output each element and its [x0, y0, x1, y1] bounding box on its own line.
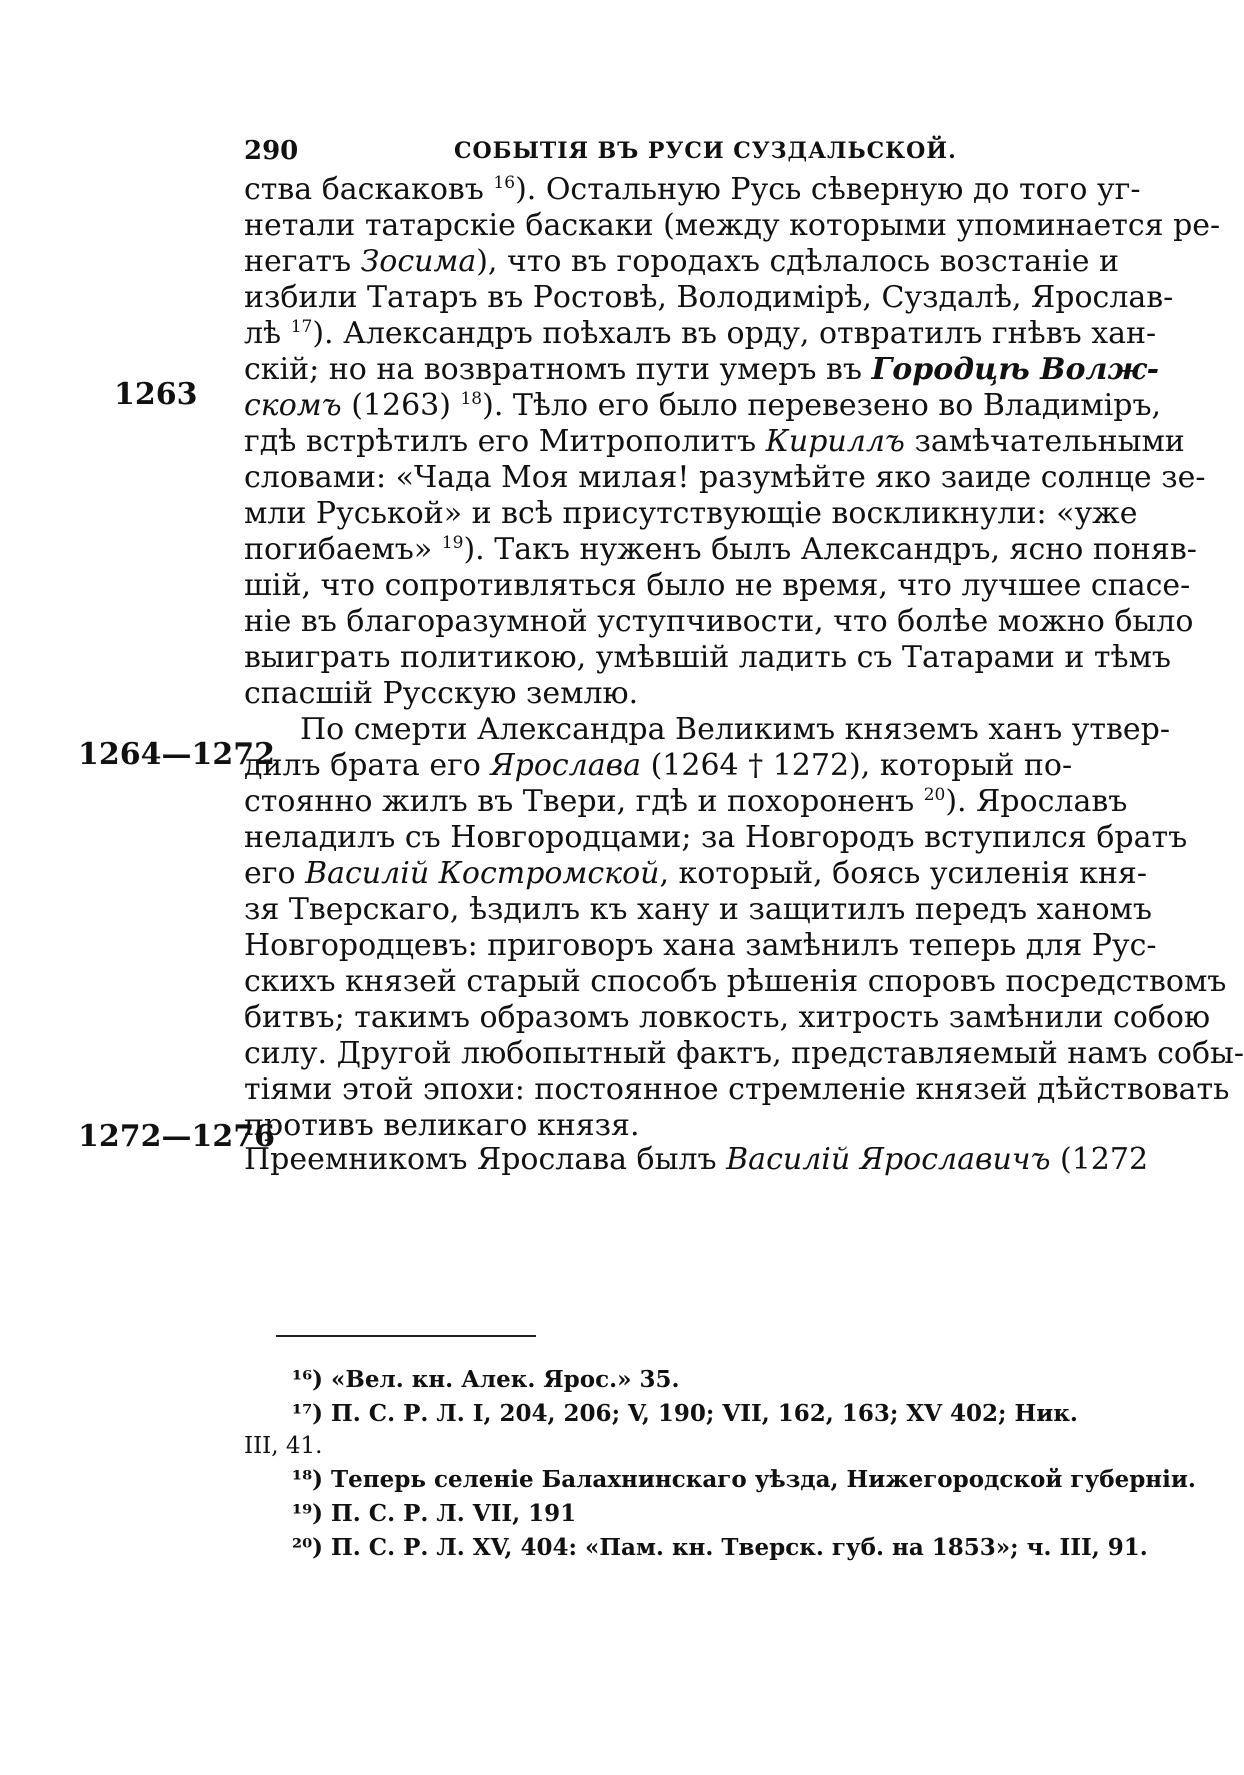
text-line: выиграть политикою, умѣвшій ладить съ Татарами и тѣмъ — [244, 640, 1171, 675]
text-line: гдѣ встрѣтилъ его Митрополитъ Кириллъ замѣчательными — [244, 424, 1185, 459]
footnote-ref: 18 — [460, 389, 483, 409]
footnote-17-continued: III, 41. — [244, 1433, 323, 1459]
margin-year-1264-1272: 1264—1272 — [78, 737, 275, 772]
text-line: неладилъ съ Новгородцами; за Новгородъ вступился братъ — [244, 820, 1188, 855]
footnote-19: ¹⁹) П. С. Р. Л. VII, 191 — [292, 1500, 577, 1527]
text-line: тіями этой эпохи: постоянное стремленіе князей дѣйствовать — [244, 1072, 1230, 1107]
text-line: противъ великаго князя. — [244, 1108, 640, 1143]
text-line: скій; но на возвратномъ пути умеръ въ Городцѣ Волж- — [244, 352, 1160, 387]
text-line: силу. Другой любопытный фактъ, представляемый намъ собы- — [244, 1036, 1244, 1071]
text-line: скихъ князей старый способъ рѣшенія споровъ посредствомъ — [244, 964, 1227, 999]
text-line: спасшій Русскую землю. — [244, 676, 639, 711]
text-line: словами: «Чада Моя милая! разумѣйте яко заиде солнце зе- — [244, 460, 1206, 495]
text-line: ства баскаковъ $^{16}$). Остальную Русь сѣверную до того уг- — [244, 172, 1141, 207]
text-line: шій, что сопротивляться было не время, что лучшее спасе- — [244, 568, 1191, 603]
text-line: мли Руськой» и всѣ присутствующіе воскликнули: «уже — [244, 496, 1138, 531]
footnote-16: ¹⁶) «Вел. кн. Алек. Ярос.» 35. — [292, 1366, 680, 1393]
footnote-17: ¹⁷) П. С. Р. Л. I, 204, 206; V, 190; VII, 162, 163; XV 402; Ник. — [292, 1400, 1078, 1427]
text-line: избили Татаръ въ Ростовѣ, Володимірѣ, Суздалѣ, Ярослав- — [244, 280, 1174, 315]
footnote-ref: 16 — [493, 173, 516, 193]
footnote-ref: 20 — [923, 785, 946, 805]
text-line: По смерти Александра Великимъ княземъ ханъ утвер- — [300, 712, 1170, 747]
page-number: 290 — [244, 136, 299, 166]
margin-year-1263: 1263 — [114, 377, 198, 412]
text-line: стоянно жилъ въ Твери, гдѣ и похороненъ $^{20}$). Ярославъ — [244, 784, 1128, 819]
text-line: нетали татарскіе баскаки (между которыми упоминается ре- — [244, 208, 1221, 243]
text-line: лѣ $^{17}$). Александръ поѣхалъ въ орду, отвратилъ гнѣвъ хан- — [244, 316, 1157, 351]
footnote-ref: 17 — [290, 317, 313, 337]
text-line: ніе въ благоразумной уступчивости, что болѣе можно было — [244, 604, 1194, 639]
running-title: СОБЫТІЯ ВЪ РУСИ СУЗДАЛЬСКОЙ. — [454, 138, 957, 164]
text-line: негатъ Зосима), что въ городахъ сдѣлалось возстаніе и — [244, 244, 1120, 279]
text-line: погибаемъ» $^{19}$). Такъ нуженъ былъ Александръ, ясно поняв- — [244, 532, 1197, 567]
footnote-ref: 19 — [441, 533, 464, 553]
footnote-18: ¹⁸) Теперь селеніе Балахнинскаго уѣзда, Нижегородской губерніи. — [292, 1466, 1196, 1493]
margin-year-1272-1276: 1272—1276 — [78, 1119, 275, 1154]
text-line: зя Тверскаго, ѣздилъ къ хану и защитилъ передъ ханомъ — [244, 892, 1152, 927]
text-line: скомъ (1263) $^{18}$). Тѣло его было перевезено во Владиміръ, — [244, 388, 1162, 423]
text-line: его Василій Костромской, который, боясь усиленія кня- — [244, 856, 1147, 891]
text-line: Новгородцевъ: приговоръ хана замѣнилъ теперь для Рус- — [244, 928, 1157, 963]
text-line: Преемникомъ Ярослава былъ Василій Ярославичъ (1272 — [244, 1142, 1149, 1177]
footnote-20: ²⁰) П. С. Р. Л. XV, 404: «Пам. кн. Тверск. губ. на 1853»; ч. III, 91. — [292, 1534, 1148, 1561]
footnote-divider — [276, 1335, 536, 1337]
text-line: битвъ; такимъ образомъ ловкость, хитрость замѣнили собою — [244, 1000, 1211, 1035]
text-line: дилъ брата его Ярослава (1264 † 1272), который по- — [244, 748, 1073, 783]
